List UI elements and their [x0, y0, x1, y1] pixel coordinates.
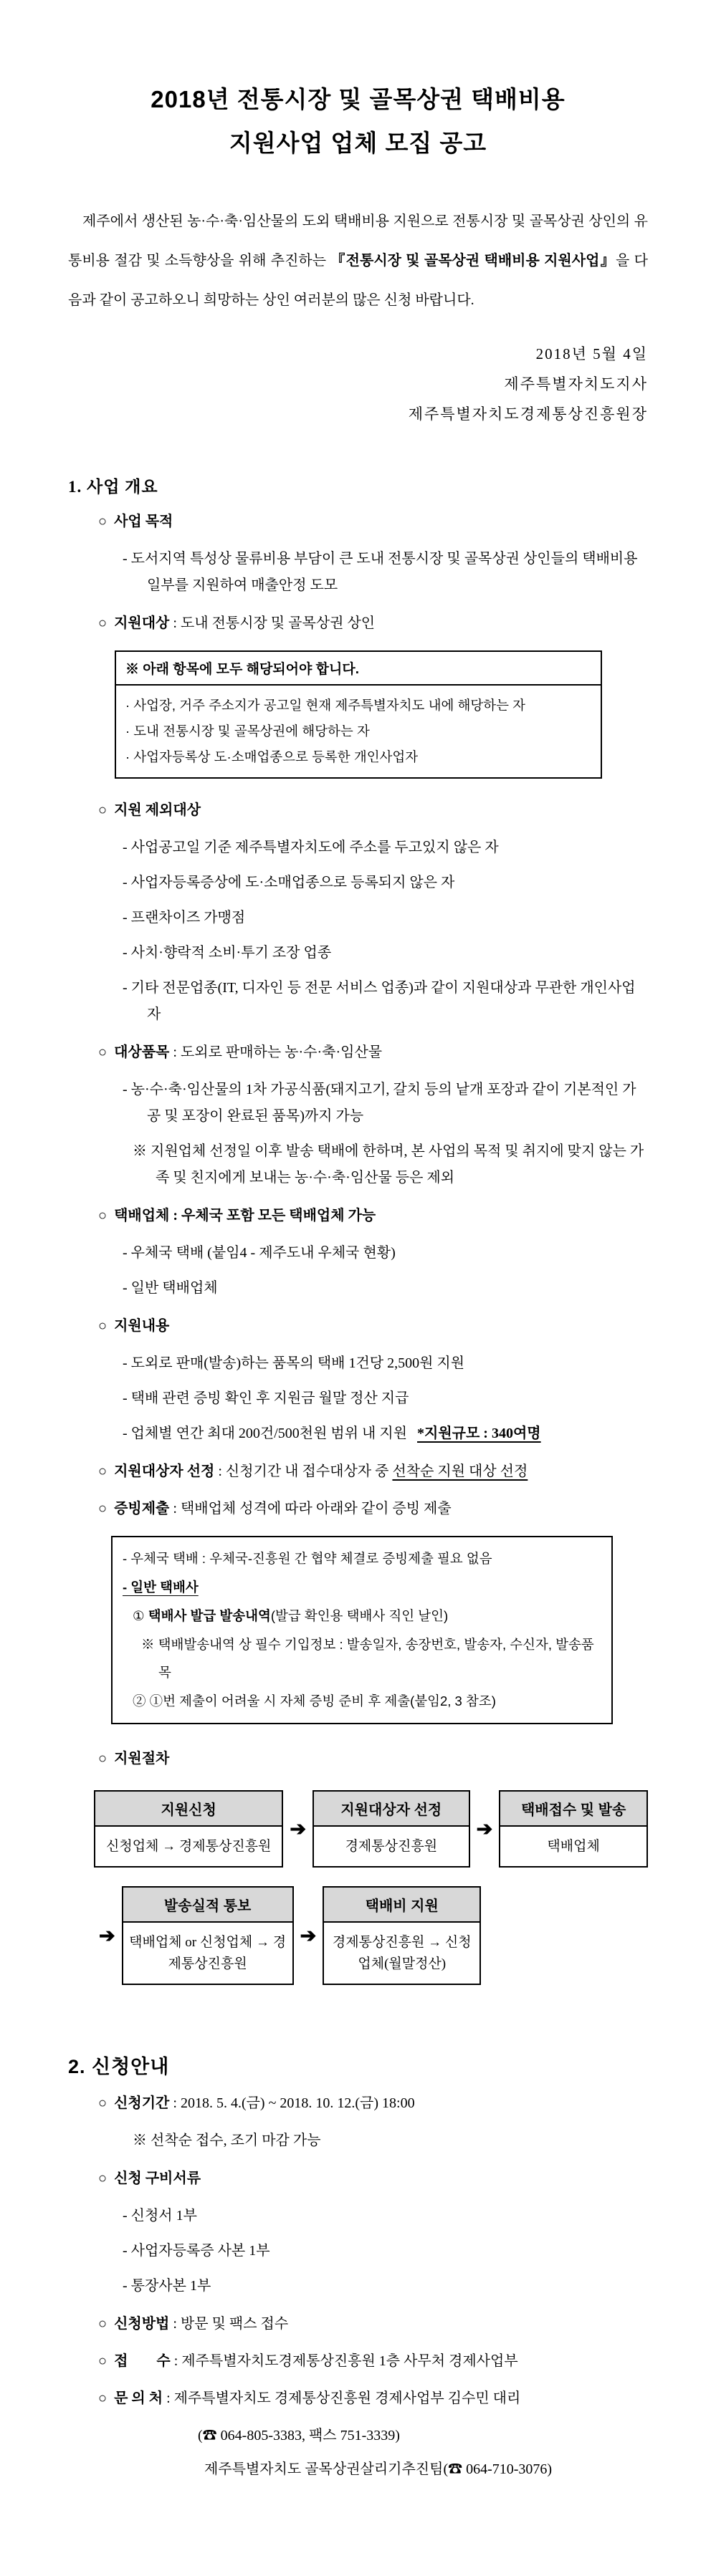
item-period — [98, 2090, 648, 2116]
document-item: - 통장사본 1부 — [123, 2278, 211, 2294]
circle-bullet: ○ — [98, 1464, 108, 1480]
intro-text-pre: 제주에서 생산된 농·수·축·임산물의 도외 택배비용 지원으로 전통시장 및 골목상권 상인의 유통비용 절감 및 소득향상을 위해 추진하는 — [68, 213, 648, 269]
flow-step-body: 택배업체 or 신청업체 → 경제통상진흥원 — [129, 1935, 287, 1971]
flow-step-report — [122, 1886, 294, 1985]
separator: : — [170, 2353, 182, 2370]
title-line2: 지원사업 업체 모집 공고 — [229, 130, 487, 157]
flow-step-body: 경제통상진흥원 → 신청업체(월말정산) — [332, 1935, 472, 1971]
item-support — [98, 1313, 648, 1339]
flow-step-apply — [94, 1790, 283, 1868]
proof-box — [111, 1536, 613, 1724]
separator: : — [169, 2316, 181, 2332]
period-value: 2018. 5. 4.(금) ~ 2018. 10. 12.(금) 18:00 — [180, 2095, 415, 2112]
flow-step-title: 지원신청 — [95, 1792, 282, 1827]
circle-bullet: ○ — [98, 1208, 108, 1224]
eligibility-box-body — [116, 686, 601, 777]
product-sub: - 농·수·축·임산물의 1차 가공식품(돼지고기, 갈치 등의 낱개 포장과 같이 기본적인 가공 및 포장이 완료된 품목)까지 가능 — [123, 1082, 636, 1125]
contact-team: 제주특별자치도 골목상권살리기추진팀(☎ 064-710-3076) — [204, 2461, 553, 2478]
product-note: ※ 지원업체 선정일 이후 발송 택배에 한하며, 본 사업의 목적 및 취지에 맞지 않는 가족 및 친지에게 보내는 농·수·축·임산물 등은 제외 — [133, 1143, 644, 1186]
proof-doc-rest: (발급 확인용 택배사 직인 날인) — [270, 1607, 449, 1623]
process-label: 지원절차 — [114, 1750, 170, 1767]
courier-value: 우체국 포함 모든 택배업체 가능 — [181, 1208, 376, 1224]
flow-arrow-icon: ➔ — [99, 1924, 115, 1946]
circle-bullet: ○ — [98, 615, 108, 632]
document-item: - 사업자등록증 사본 1부 — [123, 2243, 270, 2259]
target-label: 지원대상 — [114, 615, 170, 632]
circle-bullet: ○ — [98, 1318, 108, 1335]
circle-bullet: ○ — [98, 1501, 108, 1517]
proof-box-required-info: ※ 택배발송내역 상 필수 기입정보 : 발송일자, 송장번호, 발송자, 수신자, 발송품목 — [141, 1636, 594, 1681]
purpose-label: 사업 목적 — [114, 514, 173, 530]
item-process — [98, 1746, 648, 1772]
intro-text-post: 을 다음과 같이 공고하오니 희망하는 상인 여러분의 많은 신청 바랍니다. — [68, 253, 648, 309]
selection-label: 지원대상자 선정 — [114, 1464, 215, 1480]
announcement-date: 2018년 5월 4일 — [535, 345, 648, 363]
separator: : — [163, 2390, 174, 2407]
exclusion-label: 지원 제외대상 — [114, 802, 201, 819]
separator: : — [169, 2095, 181, 2112]
contact-phone: (☎ 064-805-3383, 팩스 751-3339) — [198, 2428, 400, 2444]
item-proof — [98, 1496, 648, 1522]
section2-heading: 2. 신청안내 — [68, 2056, 170, 2078]
circle-bullet: ○ — [98, 1044, 108, 1061]
proof-doc-name: 택배사 발급 발송내역 — [148, 1607, 271, 1623]
product-label: 대상품목 — [114, 1044, 170, 1061]
eligibility-item: · 사업자등록상 도·소매업종으로 등록한 개인사업자 — [125, 749, 419, 765]
support-item: - 도외로 판매(발송)하는 품목의 택배 1건당 2,500원 지원 — [123, 1355, 465, 1372]
separator: : — [169, 1044, 181, 1061]
intro-paragraph — [68, 202, 648, 320]
item-documents — [98, 2166, 648, 2191]
flow-row-1 — [94, 1790, 648, 1868]
item-courier — [98, 1203, 648, 1229]
support-scale-note: *지원규모 : 340여명 — [417, 1426, 541, 1442]
exclusion-item: - 프랜차이즈 가맹점 — [123, 910, 246, 926]
proof-box-line-2: ② ①번 제출이 어려울 시 자체 증빙 준비 후 제출(붙임2, 3 참조) — [133, 1693, 496, 1709]
courier-sub: - 우체국 택배 (붙임4 - 제주도내 우체국 현황) — [123, 1245, 396, 1261]
flow-step-ship — [499, 1790, 648, 1868]
documents-label: 신청 구비서류 — [114, 2171, 201, 2187]
flow-step-body: 택배업체 — [547, 1838, 600, 1854]
reception-label: 접 수 — [114, 2353, 171, 2370]
proof-box-line-1 — [133, 1602, 601, 1630]
item-contact — [98, 2385, 648, 2411]
circled-one: ① — [133, 1607, 148, 1623]
exclusion-item: - 사치·향락적 소비·투기 조장 업종 — [123, 945, 332, 961]
method-label: 신청방법 — [114, 2316, 170, 2332]
contact-value: 제주특별자치도 경제통상진흥원 경제사업부 김수민 대리 — [173, 2390, 521, 2407]
reception-value: 제주특별자치도경제통상진흥원 1층 사무처 경제사업부 — [181, 2353, 518, 2370]
eligibility-item: · 도내 전통시장 및 골목상권에 해당하는 자 — [125, 724, 370, 739]
intro-program-name: 『전통시장 및 골목상권 택배비용 지원사업』 — [330, 253, 616, 269]
process-flow-diagram — [68, 1790, 648, 1985]
item-target — [98, 610, 648, 636]
proof-value: 택배업체 성격에 따라 아래와 같이 증빙 제출 — [180, 1501, 452, 1517]
flow-step-select — [312, 1790, 470, 1868]
circle-bullet: ○ — [98, 2095, 108, 2112]
item-product — [98, 1039, 648, 1065]
eligibility-item: · 사업장, 거주 주소지가 공고일 현재 제주특별자치도 내에 해당하는 자 — [125, 698, 525, 713]
selection-underlined: 선착순 지원 대상 선정 — [392, 1464, 528, 1480]
support-label: 지원내용 — [114, 1318, 170, 1335]
exclusion-item: - 기타 전문업종(IT, 디자인 등 전문 서비스 업종)과 같이 지원대상과 무관한 개인사업자 — [123, 980, 636, 1023]
item-exclusion — [98, 797, 648, 823]
circle-bullet: ○ — [98, 1750, 108, 1767]
proof-box-line-general: - 일반 택배사 — [123, 1580, 199, 1595]
section1-heading: 1. 사업 개요 — [68, 478, 158, 496]
circle-bullet: ○ — [98, 2171, 108, 2187]
item-reception — [98, 2348, 648, 2374]
selection-mid: 신청기간 내 접수대상자 중 — [225, 1464, 393, 1480]
flow-step-title: 택배비 지원 — [324, 1888, 479, 1923]
separator: : — [169, 615, 181, 632]
flow-row-2 — [92, 1886, 648, 1985]
courier-sub: - 일반 택배업체 — [123, 1280, 218, 1297]
courier-label: 택배업체 — [114, 1208, 170, 1224]
separator: : — [214, 1464, 226, 1480]
product-value: 도외로 판매하는 농·수·축·임산물 — [180, 1044, 383, 1061]
document-item: - 신청서 1부 — [123, 2208, 197, 2224]
eligibility-box-header: ※ 아래 항목에 모두 해당되어야 합니다. — [116, 652, 601, 686]
item-selection — [98, 1458, 648, 1484]
proof-box-line-postoffice: - 우체국 택배 : 우체국-진흥원 간 협약 체결로 증빙제출 필요 없음 — [123, 1551, 492, 1567]
purpose-sub: - 도서지역 특성상 물류비용 부담이 큰 도내 전통시장 및 골목상권 상인들의 택배비용 일부를 지원하여 매출안정 도모 — [123, 551, 638, 594]
flow-step-title: 발송실적 통보 — [123, 1888, 292, 1923]
period-label: 신청기간 — [114, 2095, 170, 2112]
flow-arrow-icon: ➔ — [290, 1817, 306, 1840]
exclusion-item: - 사업공고일 기준 제주특별자치도에 주소를 두고있지 않은 자 — [123, 840, 499, 856]
flow-step-pay — [323, 1886, 481, 1985]
contact-label: 문 의 처 — [114, 2390, 163, 2407]
flow-arrow-icon: ➔ — [300, 1924, 317, 1946]
flow-step-title: 택배접수 및 발송 — [500, 1792, 646, 1827]
title-line1: 2018년 전통시장 및 골목상권 택배비용 — [151, 86, 566, 112]
circle-bullet: ○ — [98, 2316, 108, 2332]
circle-bullet: ○ — [98, 802, 108, 819]
flow-step-body: 신청업체 → 경제통상진흥원 — [105, 1838, 272, 1854]
signer-governor: 제주특별자치도지사 — [504, 375, 648, 393]
support-item-with-scale — [123, 1421, 648, 1447]
item-purpose — [98, 509, 648, 534]
circle-bullet: ○ — [98, 514, 108, 530]
support-item: - 택배 관련 증빙 확인 후 지원금 월말 정산 지급 — [123, 1390, 409, 1407]
signer-agency-head: 제주특별자치도경제통상진흥원장 — [408, 405, 648, 423]
target-value: 도내 전통시장 및 골목상권 상인 — [180, 615, 376, 632]
exclusion-item: - 사업자등록증상에 도·소매업종으로 등록되지 않은 자 — [123, 875, 455, 891]
item-method — [98, 2311, 648, 2337]
flow-arrow-icon: ➔ — [476, 1817, 493, 1840]
flow-step-title: 지원대상자 선정 — [314, 1792, 469, 1827]
page-title — [68, 77, 648, 165]
signature-block — [68, 339, 648, 429]
proof-label: 증빙제출 — [114, 1501, 170, 1517]
separator: : — [169, 1208, 182, 1224]
circle-bullet: ○ — [98, 2353, 108, 2370]
period-note: ※ 선착순 접수, 조기 마감 가능 — [133, 2133, 321, 2149]
support-item: - 업체별 연간 최대 200건/500천원 범위 내 지원 — [123, 1426, 408, 1442]
eligibility-box — [115, 650, 602, 779]
circle-bullet: ○ — [98, 2390, 108, 2407]
method-value: 방문 및 팩스 접수 — [180, 2316, 289, 2332]
separator: : — [169, 1501, 181, 1517]
flow-step-body: 경제통상진흥원 — [345, 1838, 438, 1854]
